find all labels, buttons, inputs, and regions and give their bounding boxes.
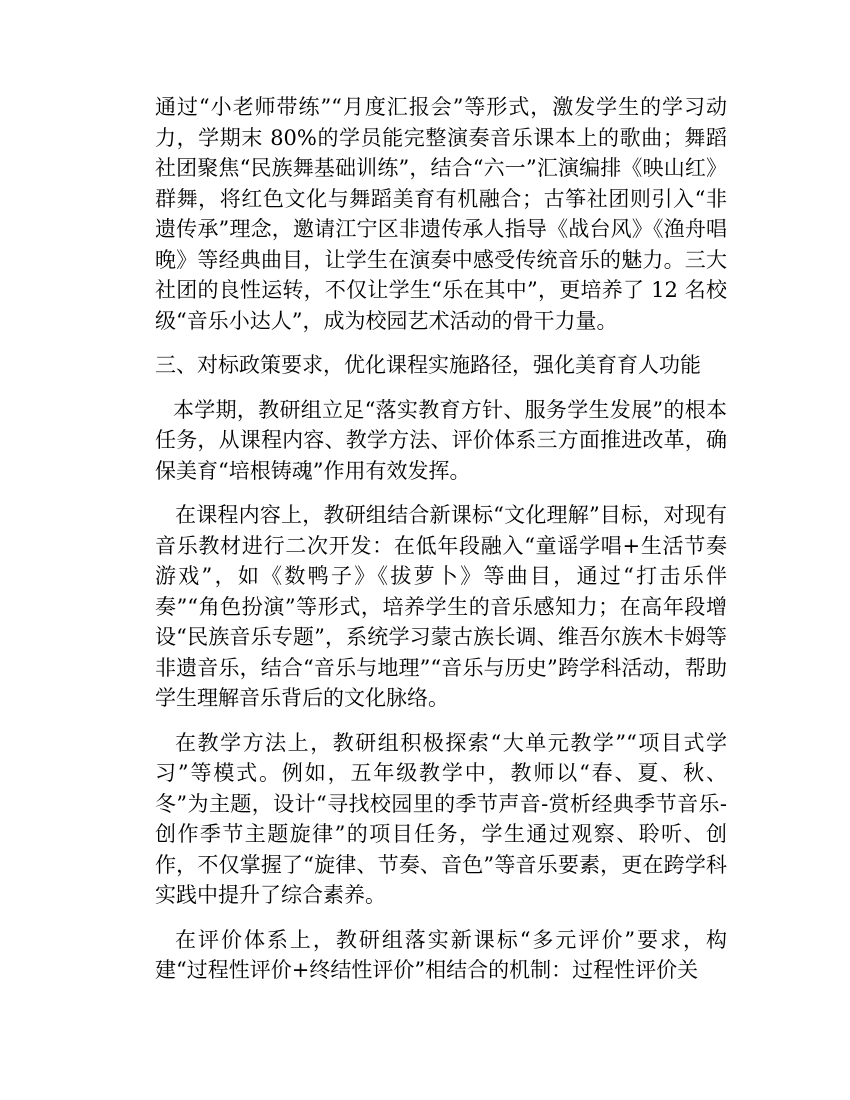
paragraph-evaluation-system: 在评价体系上，教研组落实新课标“多元评价”要求，构建“过程性评价+终结性评价”相结合的机制：过程性评价关: [155, 927, 727, 982]
paragraph-course-content: 在课程内容上，教研组结合新课标“文化理解”目标，对现有音乐教材进行二次开发：在低年段融入“童谣学唱+生活节奏游戏”，如《数鸭子》《拔萝卜》等曲目，通过“打击乐伴奏”“角色扮演”等形式，培养学生的音乐感知力；在高年段增设“民族音乐专题”，系统学习蒙古族长调、维吾尔族木卡姆等非遗音乐，结合“音乐与地理”“音乐与历史”跨学科活动，帮助学生理解音乐背后的文化脉络。: [155, 503, 727, 710]
paragraph-semester-overview: 本学期，教研组立足“落实教育方针、服务学生发展”的根本任务，从课程内容、教学方法、评价体系三方面推进改革，确保美育“培根铸魂”作用有效发挥。: [155, 397, 727, 483]
section-heading-three: 三、对标政策要求，优化课程实施路径，强化美育育人功能: [155, 353, 701, 377]
paragraph-teaching-methods: 在教学方法上，教研组积极探索“大单元教学”“项目式学习”等模式。例如，五年级教学中，教师以“春、夏、秋、冬”为主题，设计“寻找校园里的季节声音-赏析经典季节音乐-创作季节主题旋律”的项目任务，学生通过观察、聆听、创作，不仅掌握了“旋律、节奏、音色”等音乐要素，更在跨学科实践中提升了综合素养。: [155, 730, 727, 907]
document-page: [155, 92, 727, 1000]
paragraph-club-activities: 通过“小老师带练”“月度汇报会”等形式，激发学生的学习动力，学期末 80%的学员能完整演奏音乐课本上的歌曲；舞蹈社团聚焦“民族舞基础训练”，结合“六一”汇演编排《映山红》群舞，将红色文化与舞蹈美育有机融合；古筝社团则引入“非遗传承”理念，邀请江宁区非遗传承人指导《战台风》《渔舟唱晚》等经典曲目，让学生在演奏中感受传统音乐的魅力。三大社团的良性运转，不仅让学生“乐在其中”，更培养了 12 名校级“音乐小达人”，成为校园艺术活动的骨干力量。: [155, 95, 727, 333]
